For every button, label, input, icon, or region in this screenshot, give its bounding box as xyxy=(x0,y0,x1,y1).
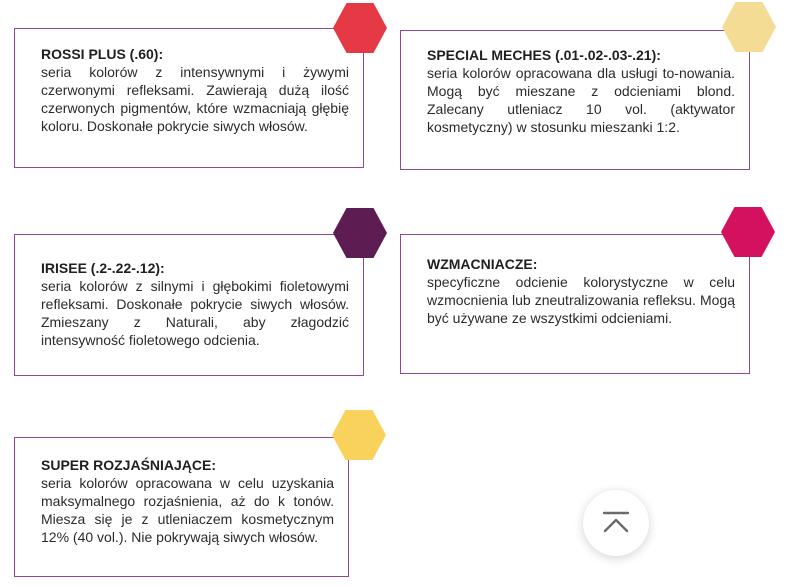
card-description: seria kolorów z intensywnymi i żywymi czerwonymi refleksami. Zawierają dużą ilość czerwonych pigmentów, które wzmacniają głębię koloru. Doskonałe pokrycie siwych włosów. xyxy=(41,64,349,134)
scroll-to-top-button[interactable] xyxy=(583,490,649,556)
card-title: SPECIAL MECHES (.01-.02-.03-.21): xyxy=(427,47,661,63)
card-description: specyficzne odcienie kolorystyczne w celu wzmocnienia lub zneutralizowania refleksu. Mogą być używane ze wszystkimi odcieniami. xyxy=(427,274,735,326)
card-title: ROSSI PLUS (.60): xyxy=(41,46,164,62)
card-description: seria kolorów z silnymi i głębokimi fioletowymi refleksami. Doskonałe pokrycie siwych włosów. Zmieszany z Naturali, aby złagodzić intensywność fioletowego odcienia. xyxy=(41,278,349,348)
card-rossi-plus xyxy=(14,28,364,168)
card-special-meches xyxy=(400,30,750,170)
card-title: IRISEE (.2-.22-.12): xyxy=(41,260,165,276)
card-title: SUPER ROZJAŚNIAJĄCE: xyxy=(41,457,217,473)
card-description: seria kolorów opracowana w celu uzyskania maksymalnego rozjaśnienia, aż do k tonów. Miesza się je z utleniaczem kosmetycznym 12% (40 vol.). Nie pokrywają siwych włosów. xyxy=(41,475,334,545)
card-description: seria kolorów opracowana dla usługi to-nowania. Mogą być mieszane z odcieniami blond. Zalecany utleniacz 10 vol. (aktywator kosmetyczny) w stosunku mieszanki 1:2. xyxy=(427,65,735,135)
card-irisee xyxy=(14,234,364,376)
chevron-up-bar-icon xyxy=(602,510,630,536)
card-super-rozjasniajace xyxy=(14,437,349,577)
card-wzmacniacze xyxy=(400,234,750,374)
card-title: WZMACNIACZE: xyxy=(427,256,538,272)
